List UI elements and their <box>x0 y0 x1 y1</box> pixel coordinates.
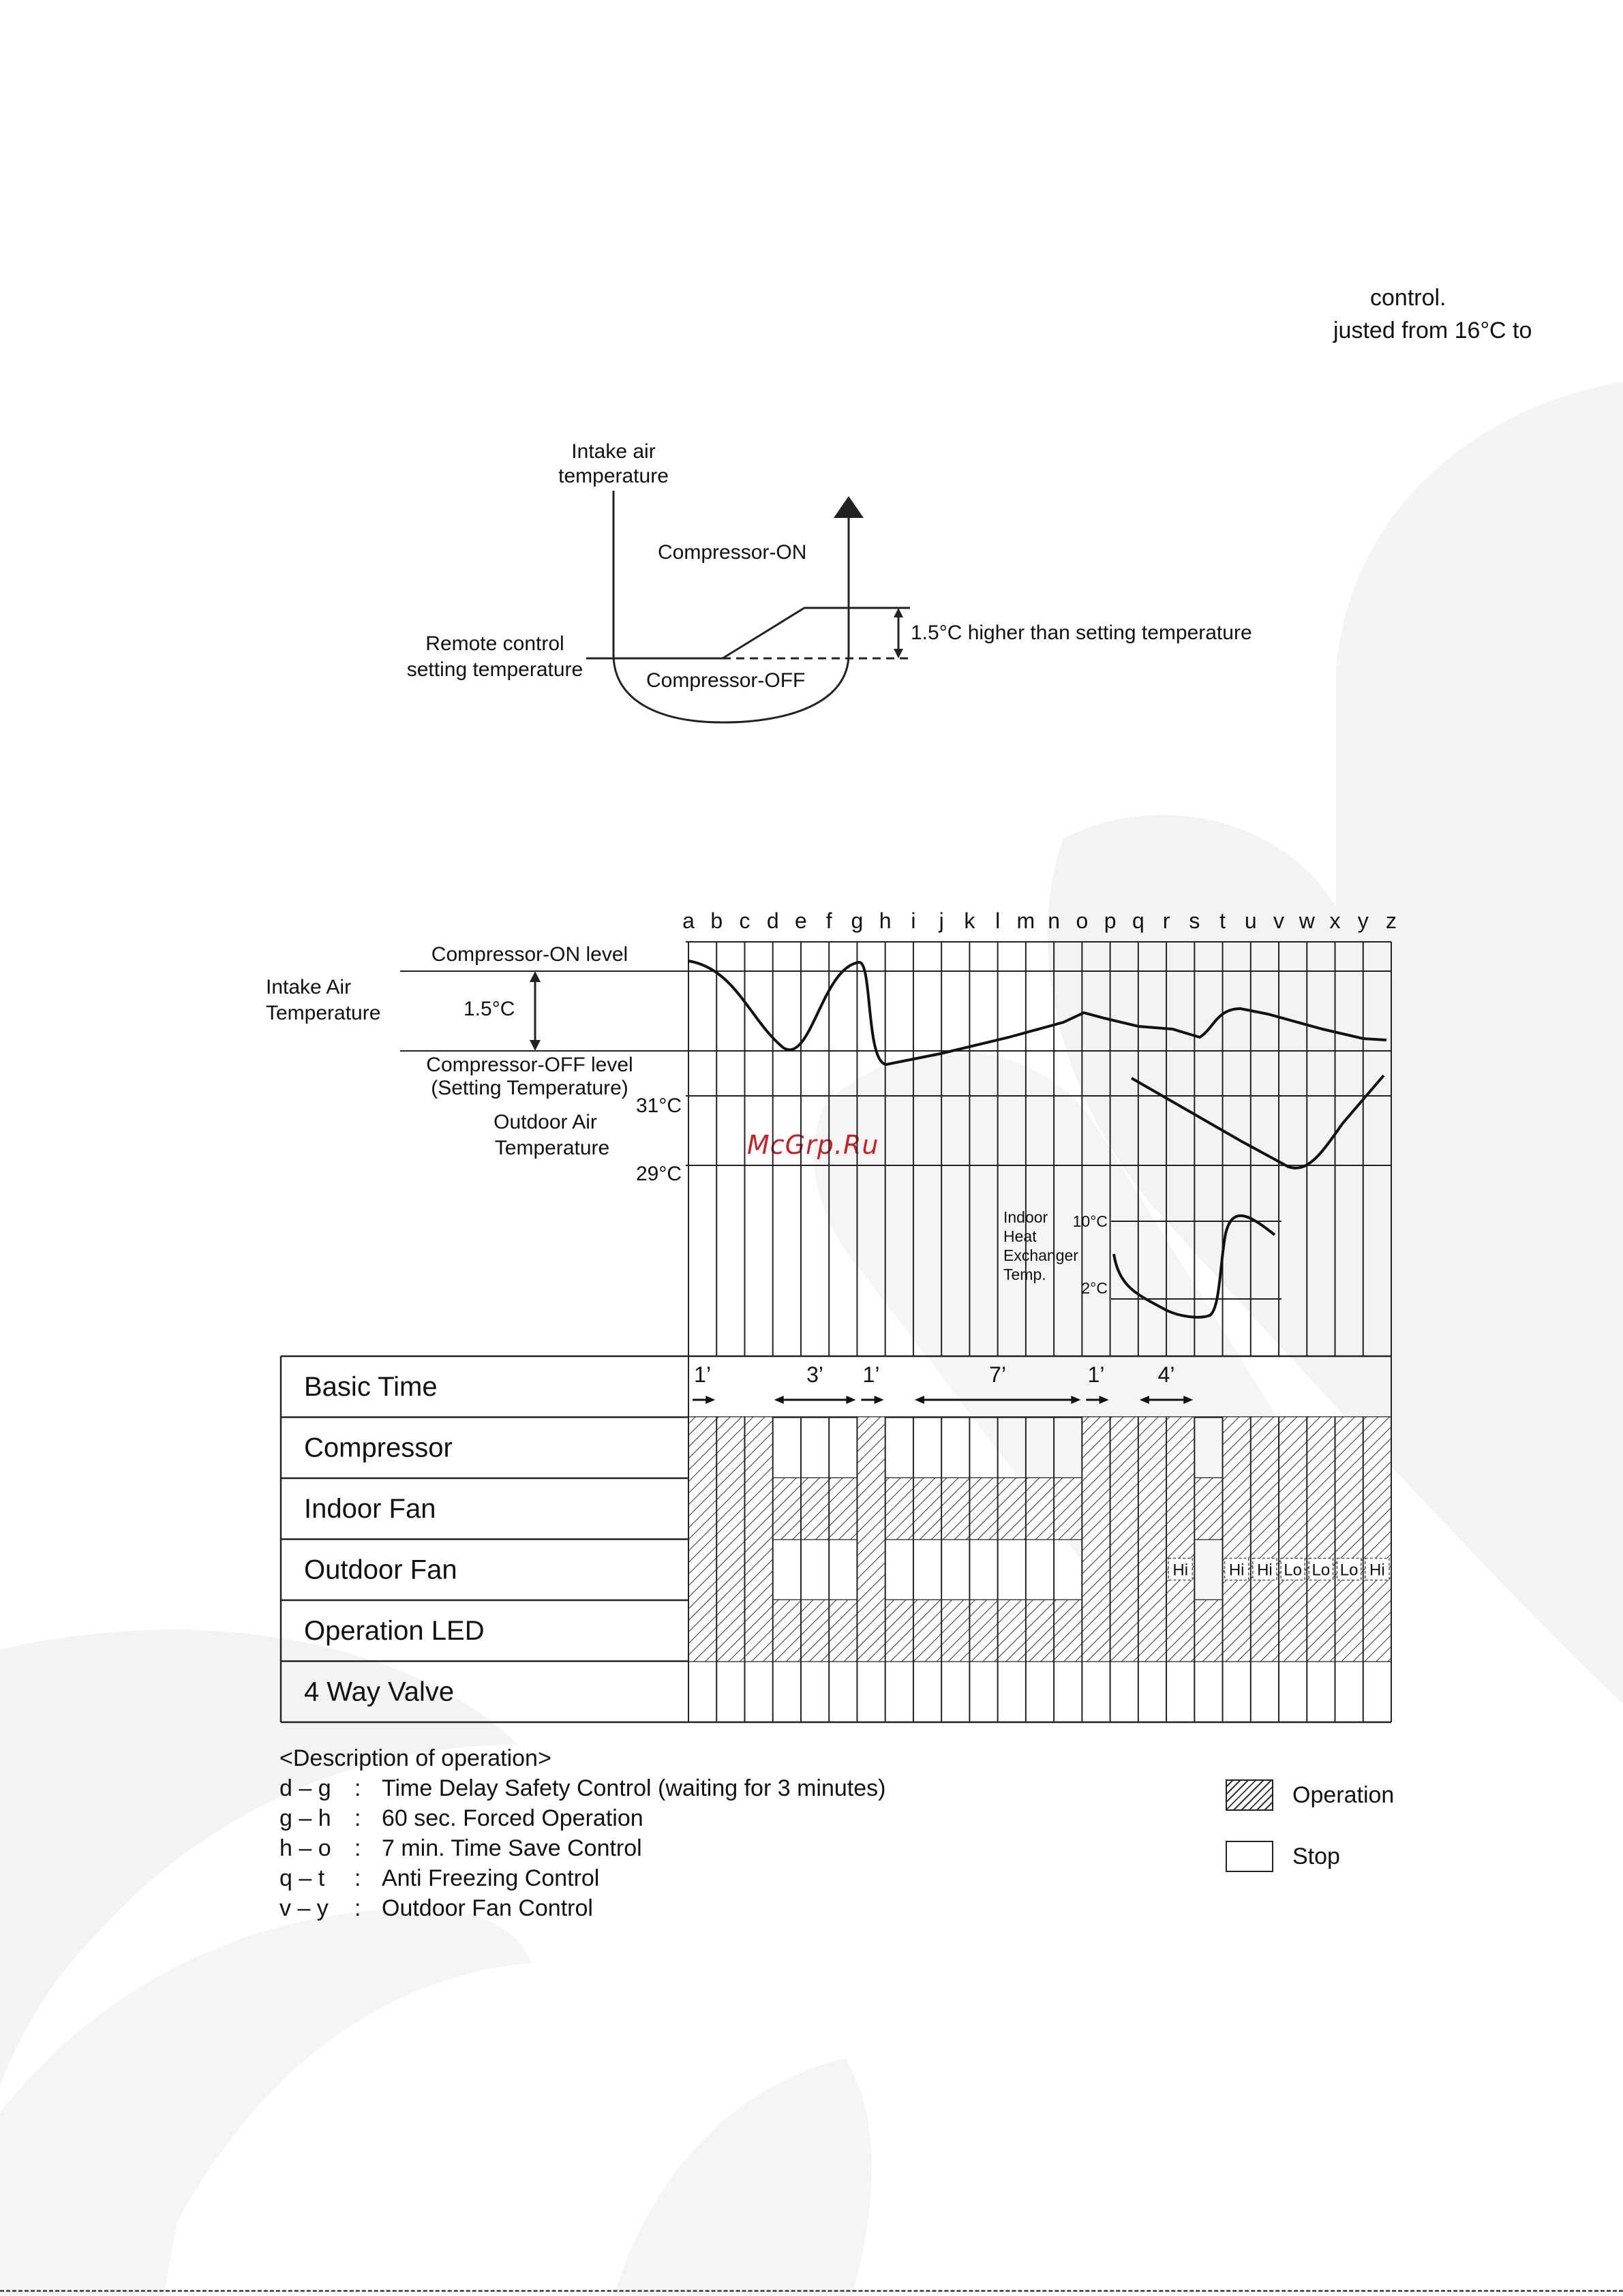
indoor-hex-label-3: Exchanger <box>1003 1246 1078 1264</box>
column-letter-l: l <box>995 908 1001 933</box>
delta-arrow-head-up <box>530 971 541 982</box>
row-label-operation-led: Operation LED <box>304 1616 485 1646</box>
basic-time-mark: 4’ <box>1157 1362 1175 1387</box>
legend <box>1226 1779 1430 1888</box>
column-letter-c: c <box>739 908 750 933</box>
fan-speed-label: Hi <box>1257 1561 1273 1580</box>
intake-air-label-line2: temperature <box>558 465 669 487</box>
compressor-on-level-label: Compressor-ON level <box>431 943 628 966</box>
compressor-operation-segment <box>857 1418 885 1479</box>
column-letter-g: g <box>851 908 864 933</box>
differential-arrow-head-bottom <box>894 649 903 658</box>
column-letter-e: e <box>795 908 807 933</box>
description-item: h – o : 7 min. Time Save Control <box>279 1835 642 1861</box>
remote-label-line2: setting temperature <box>406 658 583 681</box>
intake-air-label-2: Temperature <box>266 1002 381 1024</box>
fan-speed-label: Lo <box>1311 1561 1331 1580</box>
operation-led-operation-segment <box>688 1600 1391 1662</box>
column-letter-j: j <box>939 908 944 933</box>
description-item: d – g : Time Delay Safety Control (waiting for 3 minutes) <box>279 1775 886 1801</box>
compressor-operation-segment <box>688 1418 773 1479</box>
basic-time-mark: 1’ <box>1087 1362 1105 1387</box>
column-letter-y: y <box>1357 908 1369 933</box>
basic-time-mark: 3’ <box>806 1362 824 1387</box>
fan-speed-label: Lo <box>1339 1561 1359 1580</box>
outdoor-29-label: 29°C <box>635 1163 682 1185</box>
text-fragment-control: control. <box>1370 285 1446 311</box>
text-fragment-adjusted-range: justed from 16°C to <box>1333 318 1532 343</box>
intake-air-label-line1: Intake air <box>571 440 656 463</box>
basic-time-arrowhead <box>915 1396 924 1404</box>
row-label-compressor: Compressor <box>304 1433 453 1463</box>
description-item: q – t : Anti Freezing Control <box>279 1865 600 1891</box>
description-item: g – h : 60 sec. Forced Operation <box>279 1805 643 1831</box>
basic-time-arrowhead <box>1140 1396 1149 1404</box>
basic-time-arrowhead <box>875 1396 884 1404</box>
column-letter-z: z <box>1386 908 1397 933</box>
indoor-hex-label-1: Indoor <box>1003 1208 1048 1226</box>
blank-swatch <box>1226 1841 1273 1872</box>
compressor-off-level-label: Compressor-OFF level <box>426 1054 633 1076</box>
column-letter-d: d <box>766 908 779 933</box>
indoor-hex-label-2: Heat <box>1003 1227 1037 1245</box>
legend-operation: Operation <box>1226 1779 1394 1811</box>
basic-time-arrowhead <box>774 1396 784 1404</box>
hex-2-label: 2°C <box>1081 1279 1108 1297</box>
column-letter-r: r <box>1162 908 1170 933</box>
intake-air-curve <box>688 961 1386 1065</box>
column-letter-q: q <box>1132 908 1144 933</box>
delta-label: 1.5°C <box>464 998 515 1020</box>
operation-description <box>279 1743 961 1923</box>
indoor-hex-label-4: Temp. <box>1003 1266 1046 1283</box>
column-letter-x: x <box>1329 908 1341 933</box>
basic-time-mark: 7’ <box>989 1362 1007 1387</box>
basic-time-mark: 1’ <box>694 1362 712 1387</box>
intake-air-label-1: Intake Air <box>266 976 352 998</box>
column-letter-n: n <box>1048 908 1061 933</box>
column-letter-p: p <box>1104 908 1117 933</box>
row-label-outdoor-fan: Outdoor Fan <box>304 1555 457 1585</box>
column-letter-f: f <box>825 908 832 933</box>
description-heading: <Description of operation> <box>279 1745 551 1771</box>
outdoor-air-label-1: Outdoor Air <box>494 1111 597 1133</box>
up-arrow-head <box>834 496 864 518</box>
row-label-4-way-valve: 4 Way Valve <box>304 1677 455 1707</box>
basic-time-arrowhead <box>1099 1396 1109 1404</box>
compressor-off-on-ramp <box>723 608 910 658</box>
basic-time-arrowhead <box>1183 1396 1193 1404</box>
column-letter-m: m <box>1016 908 1035 933</box>
column-letter-k: k <box>964 908 975 933</box>
outdoor-fan-operation-segment <box>688 1540 773 1601</box>
compressor-hysteresis-diagram <box>382 409 1309 763</box>
hex-10-label: 10°C <box>1072 1212 1108 1230</box>
differential-arrow-head-top <box>894 608 903 617</box>
column-letter-v: v <box>1273 908 1285 933</box>
compressor-off-label: Compressor-OFF <box>646 669 806 692</box>
basic-time-mark: 1’ <box>862 1362 880 1387</box>
remote-label-line1: Remote control <box>425 632 564 655</box>
operation-timing-chart <box>259 893 1431 1731</box>
column-letter-a: a <box>682 908 695 933</box>
page-bottom-rule <box>0 2290 1623 2292</box>
basic-time-arrowhead <box>1071 1396 1080 1404</box>
compressor-on-label: Compressor-ON <box>658 541 807 564</box>
watermark-text: McGrp.Ru <box>747 1130 879 1160</box>
outdoor-air-label-2: Temperature <box>494 1137 610 1159</box>
fan-speed-label: Hi <box>1172 1561 1189 1580</box>
column-letter-i: i <box>911 908 916 933</box>
differential-note: 1.5°C higher than setting temperature <box>911 622 1252 644</box>
row-label-indoor-fan: Indoor Fan <box>304 1494 436 1524</box>
fan-speed-label: Hi <box>1369 1561 1385 1580</box>
outdoor-air-curve <box>1132 1075 1384 1168</box>
hatched-swatch <box>1226 1779 1273 1811</box>
basic-time-arrowhead <box>706 1396 715 1404</box>
row-label-basic-time: Basic Time <box>304 1372 438 1402</box>
legend-stop: Stop <box>1226 1840 1340 1873</box>
column-letter-u: u <box>1244 908 1257 933</box>
fan-speed-label: Hi <box>1228 1561 1245 1580</box>
description-item: v – y : Outdoor Fan Control <box>279 1895 593 1921</box>
basic-time-arrowhead <box>846 1396 855 1404</box>
indoor-fan-operation-segment <box>688 1478 1391 1540</box>
column-letter-w: w <box>1299 908 1315 933</box>
outdoor-31-label: 31°C <box>635 1095 682 1117</box>
column-letter-o: o <box>1076 908 1089 933</box>
fan-speed-label: Lo <box>1284 1561 1303 1580</box>
outdoor-fan-operation-segment <box>857 1540 885 1601</box>
column-letter-s: s <box>1189 908 1200 933</box>
delta-arrow-head-down <box>530 1040 541 1051</box>
column-letter-t: t <box>1219 908 1226 933</box>
column-letter-b: b <box>710 908 723 933</box>
column-letter-h: h <box>879 908 892 933</box>
setting-temperature-label: (Setting Temperature) <box>431 1077 628 1099</box>
